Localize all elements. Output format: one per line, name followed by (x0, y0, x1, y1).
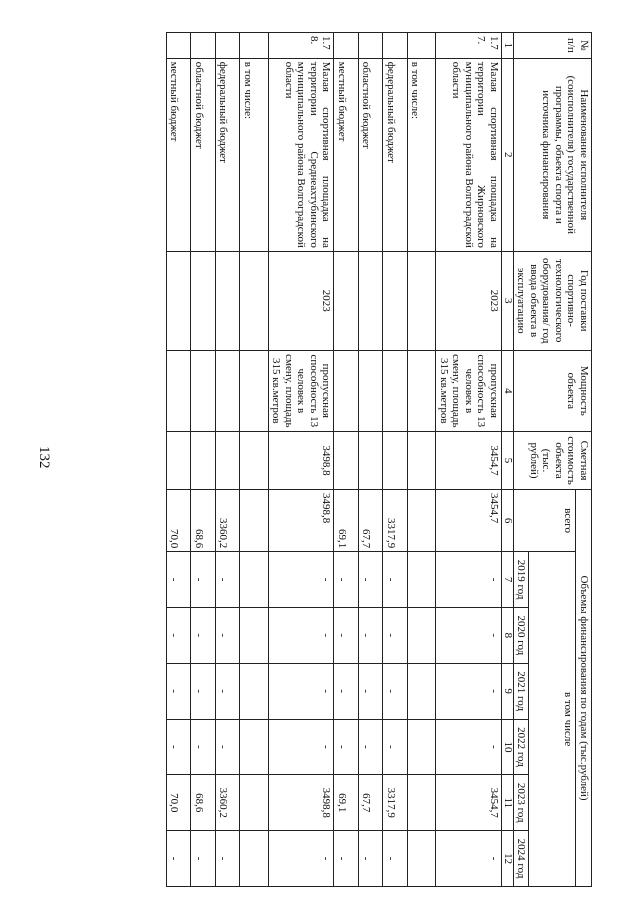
source-total: 3360,2 (216, 490, 241, 552)
source-year-value: - (383, 719, 408, 775)
year-value: 3498,8 (269, 775, 335, 831)
empty-cell (359, 432, 384, 490)
source-label: федеральный бюджет (216, 58, 241, 251)
empty-cell (408, 490, 437, 552)
empty-cell (240, 251, 269, 350)
empty-cell (334, 350, 359, 432)
empty-cell (408, 775, 437, 831)
empty-cell (240, 775, 269, 831)
source-year-value: - (191, 552, 216, 608)
source-label: местный бюджет (334, 58, 359, 251)
empty-cell (408, 719, 437, 775)
year-value: - (436, 831, 502, 887)
header-year-2023: 2023 год (514, 775, 530, 831)
year-value: - (269, 719, 335, 775)
source-year-value: - (334, 552, 359, 608)
year-value: - (269, 608, 335, 664)
row-number: 1.78. (269, 33, 335, 59)
source-year-value: 3317,9 (383, 775, 408, 831)
source-year-value: - (167, 552, 192, 608)
table-row (436, 33, 502, 887)
table-row (216, 33, 241, 887)
header-year-2020: 2020 год (514, 608, 530, 664)
empty-cell (383, 350, 408, 432)
empty-cell (167, 350, 192, 432)
source-year-value: - (191, 608, 216, 664)
source-year-value: - (216, 719, 241, 775)
source-year-value: - (216, 608, 241, 664)
header-capacity: Мощность объекта (514, 350, 592, 432)
header-year-2024: 2024 год (514, 831, 530, 887)
source-year-value: - (359, 608, 384, 664)
col-number: 6 (502, 490, 514, 552)
source-year-value: 70,0 (167, 775, 192, 831)
empty-cell (408, 251, 437, 350)
empty-cell (359, 251, 384, 350)
empty-cell (408, 608, 437, 664)
source-total: 67,7 (359, 490, 384, 552)
table-row (408, 33, 437, 887)
financing-table (166, 32, 592, 887)
table-row (167, 33, 192, 887)
source-total: 69,1 (334, 490, 359, 552)
source-year-value: - (191, 663, 216, 719)
year-value: - (269, 552, 335, 608)
object-capacity: пропускная способность 13 человек в смену, площадь 315 кв.метров (269, 350, 335, 432)
empty-cell (191, 350, 216, 432)
source-year-value: - (359, 831, 384, 887)
source-year-value: - (216, 831, 241, 887)
empty-cell (240, 432, 269, 490)
source-year-value: - (216, 663, 241, 719)
source-total: 3317,9 (383, 490, 408, 552)
table-row (383, 33, 408, 887)
empty-cell (240, 490, 269, 552)
year-value: - (436, 552, 502, 608)
col-number: 7 (502, 552, 514, 608)
source-year-value: - (216, 552, 241, 608)
year-value: - (269, 663, 335, 719)
empty-cell (240, 350, 269, 432)
source-year-value: 3360,2 (216, 775, 241, 831)
source-total: 70,0 (167, 490, 192, 552)
empty-cell (408, 432, 437, 490)
source-year-value: - (334, 719, 359, 775)
empty-cell (216, 251, 241, 350)
empty-cell (216, 33, 241, 59)
source-label: местный бюджет (167, 58, 192, 251)
empty-cell (383, 251, 408, 350)
year-value: - (269, 831, 335, 887)
empty-cell (408, 350, 437, 432)
source-label: областной бюджет (191, 58, 216, 251)
object-cost: 3498,8 (269, 432, 335, 490)
page-number: 132 (36, 446, 52, 469)
year-value: - (436, 663, 502, 719)
empty-cell (383, 432, 408, 490)
header-year-2022: 2022 год (514, 719, 530, 775)
empty-cell (191, 33, 216, 59)
empty-cell (167, 251, 192, 350)
source-year-value: - (167, 831, 192, 887)
empty-cell (408, 831, 437, 887)
empty-cell (191, 251, 216, 350)
object-cost: 3454,7 (436, 432, 502, 490)
table-row (269, 33, 335, 887)
object-capacity: пропускная способность 13 человек в смену, площадь 315 кв.метров (436, 350, 502, 432)
table-row (240, 33, 269, 887)
source-label: федеральный бюджет (383, 58, 408, 251)
source-year-value: 67,7 (359, 775, 384, 831)
rotated-table-container (152, 32, 592, 887)
col-number: 1 (502, 33, 514, 59)
source-label: областной бюджет (359, 58, 384, 251)
table-row (334, 33, 359, 887)
object-year: 2023 (269, 251, 335, 350)
empty-cell (408, 33, 437, 59)
header-num: № п/п (514, 33, 592, 59)
including-label: в том числе: (408, 58, 437, 251)
header-year-2021: 2021 год (514, 663, 530, 719)
header-cost: Сметная стоимость объекта (тыс. рублей) (514, 432, 592, 490)
empty-cell (240, 663, 269, 719)
empty-cell (240, 552, 269, 608)
empty-cell (216, 350, 241, 432)
source-year-value: - (191, 831, 216, 887)
table-row (359, 33, 384, 887)
year-value: - (436, 719, 502, 775)
col-number: 4 (502, 350, 514, 432)
source-year-value: - (167, 663, 192, 719)
source-year-value: - (359, 552, 384, 608)
empty-cell (359, 33, 384, 59)
col-number: 12 (502, 831, 514, 887)
source-year-value: - (383, 663, 408, 719)
col-number: 9 (502, 663, 514, 719)
empty-cell (408, 552, 437, 608)
empty-cell (334, 33, 359, 59)
row-number: 1.77. (436, 33, 502, 59)
col-number: 5 (502, 432, 514, 490)
empty-cell (167, 432, 192, 490)
empty-cell (240, 831, 269, 887)
header-year: Год поставки спортивно-технологического оборудования/ год ввода объекта в эксплуатацию (514, 251, 592, 350)
col-number: 2 (502, 58, 514, 251)
total-value: 3498,8 (269, 490, 335, 552)
empty-cell (191, 432, 216, 490)
empty-cell (240, 719, 269, 775)
source-year-value: - (334, 831, 359, 887)
source-year-value: - (359, 719, 384, 775)
header-volume: Объемы финансирования по годам (тыс.рублей) (576, 490, 592, 887)
col-number: 10 (502, 719, 514, 775)
empty-cell (240, 33, 269, 59)
empty-cell (334, 251, 359, 350)
empty-cell (240, 608, 269, 664)
year-value: 3454,7 (436, 775, 502, 831)
header-total: всего (514, 490, 577, 552)
table-row (191, 33, 216, 887)
object-name: Малая спортивная площадка на территории Среднеахтубинского муниципального района Волгоградской области (269, 58, 335, 251)
col-number: 8 (502, 608, 514, 664)
source-year-value: - (191, 719, 216, 775)
empty-cell (408, 663, 437, 719)
source-year-value: - (167, 608, 192, 664)
total-value: 3454,7 (436, 490, 502, 552)
source-year-value: - (334, 663, 359, 719)
col-number: 3 (502, 251, 514, 350)
col-number: 11 (502, 775, 514, 831)
year-value: - (436, 608, 502, 664)
source-year-value: - (383, 552, 408, 608)
source-year-value: 68,6 (191, 775, 216, 831)
empty-cell (167, 33, 192, 59)
empty-cell (383, 33, 408, 59)
header-name: Наименование исполнителя (соисполнителя) государственной программы, объекта спорта и источника финансирования (514, 58, 592, 251)
source-year-value: - (383, 831, 408, 887)
source-year-value: - (334, 608, 359, 664)
empty-cell (359, 350, 384, 432)
object-year: 2023 (436, 251, 502, 350)
source-year-value: - (359, 663, 384, 719)
header-year-2019: 2019 год (514, 552, 530, 608)
source-total: 68,6 (191, 490, 216, 552)
object-name: Малая спортивная площадка на территории Жирновского муниципального района Волгоградской области (436, 58, 502, 251)
header-incl: в том числе (529, 552, 576, 887)
empty-cell (334, 432, 359, 490)
source-year-value: - (383, 608, 408, 664)
source-year-value: - (167, 719, 192, 775)
source-year-value: 69,1 (334, 775, 359, 831)
including-label: в том числе: (240, 58, 269, 251)
empty-cell (216, 432, 241, 490)
